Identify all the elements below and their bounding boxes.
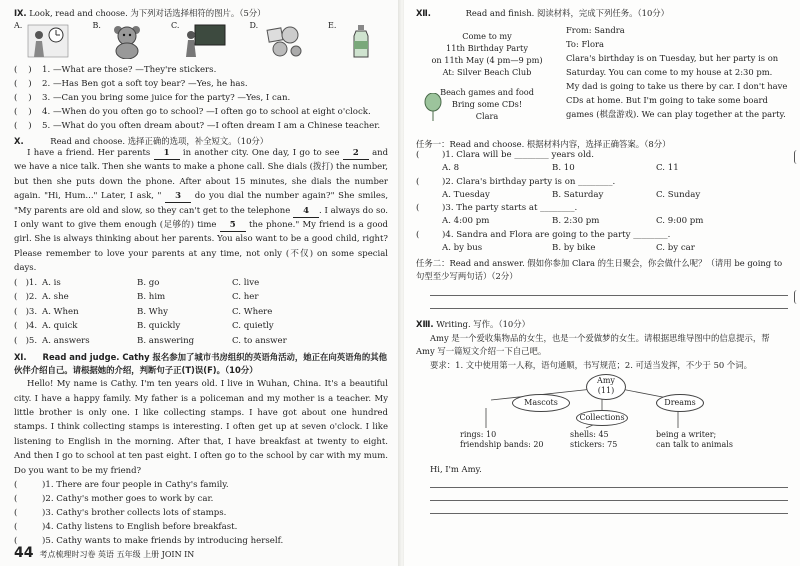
answer-blank[interactable]: ( — [14, 480, 26, 490]
options-row: A. by bus B. by bike C. by car — [442, 242, 695, 253]
answer-blank[interactable]: ( ) — [14, 92, 32, 103]
answer-blank[interactable]: ( — [416, 150, 428, 160]
party-invitation — [416, 23, 788, 131]
picture-options — [14, 21, 388, 61]
answer-blank[interactable]: ( — [14, 508, 26, 518]
answer-line[interactable] — [430, 296, 788, 309]
section-10-options — [14, 276, 388, 349]
section-10-title: Ⅹ. Read and choose. 选择正确的选项，补全短文。（10分） — [14, 135, 269, 146]
section-9-items — [14, 63, 388, 133]
answer-blank[interactable]: ( )5. — [14, 335, 38, 346]
table-row: ( )4. A. quick B. quickly C. quietly — [14, 319, 388, 334]
answer-blank[interactable]: ( — [416, 176, 428, 187]
task-1-title: 任务一：Read and choose. 根据材料内容，选择正确答案。（8分） — [416, 138, 671, 149]
answer-blank[interactable]: ( — [14, 536, 26, 546]
section-11-items — [14, 478, 388, 548]
answer-blank[interactable]: ( — [416, 203, 428, 213]
teddy-bear-icon — [105, 23, 149, 59]
list-item: ( )2. Clara's birthday party is on ________. — [416, 176, 616, 187]
page-footer — [14, 545, 194, 563]
options-row: A. 8 B. 10 C. 11 — [442, 163, 679, 173]
section-11-title: Ⅺ. Read and judge. Cathy 报名参加了城市书房组织的英语角活动，她正在向英语角的其他伙伴介绍自己。请根据她的介绍，判断句子正(T)误(F)。（10分） — [14, 352, 387, 376]
invitation-card: Come to my 11th Birthday Party on 11th May (4 pm—9 pm) At: Silver Beach Club Beach games and food Bring some CDs! Clara — [416, 23, 558, 131]
blank-4: 4 — [293, 206, 319, 218]
answer-blank[interactable]: ( ) — [14, 64, 32, 75]
collections-details: shells: 45 stickers: 75 — [570, 430, 618, 449]
writing-start: Hi, I'm Amy. — [430, 464, 482, 474]
juice-bottle-icon — [340, 23, 384, 59]
writing-line[interactable] — [430, 501, 788, 514]
list-item: ( ) 4 . —When do you often go to school? —I often go to school at eight o'clock. — [14, 106, 371, 117]
writing-requirements: 要求：1. 文中使用第一人称，语句通顺，书写规范；2. 可适当发挥，不少于 50 个词。 — [430, 359, 753, 370]
mind-map-center: Amy (11) — [586, 374, 626, 400]
options-row: A. Tuesday B. Saturday C. Sunday — [442, 189, 701, 200]
list-item: ( ) 1 . —What are those? —They're stickers. — [14, 64, 217, 75]
footer-text: 考点梳理时习卷 英语 五年级 上册 JOIN IN — [39, 549, 195, 559]
table-row: ( )2. A. she B. him C. her — [14, 290, 388, 305]
answer-blank[interactable]: ( )3. — [14, 306, 38, 317]
writing-intro: Amy 是一个爱收集物品的女生，也是一个爱做梦的女生。请根据思维导图中的信息提示，帮 Amy 写一篇短文介绍一下自己吧。 — [416, 332, 770, 356]
teacher-blackboard-icon — [183, 23, 227, 59]
edge-mark — [794, 290, 800, 304]
mascots-details: rings: 10 friendship bands: 20 — [460, 430, 544, 449]
list-item: ( )1. There are four people in Cathy's family. — [14, 480, 229, 490]
section-11-passage: Hello! My name is Cathy. I'm ten years old. I live in Wuhan, China. It's a beautiful city. I have a happy family. My father is a policeman and my mother is a teacher. My little brother is only one. I like collecting stamps. I have got about one hundred stamps. I think collecting stamps is interesting. I often get up at seven o'clock. I like listening to English in the morning. After that, I have breakfast at twenty to eight. And then I go to school at ten past eight. I often go to the school by car with my mum. Do you want to be my friend? — [14, 379, 388, 476]
picture-d: D. — [250, 21, 310, 61]
list-item: ( )4. Sandra and Flora are going to the party ________. — [416, 229, 671, 240]
stickers-icon — [262, 23, 306, 59]
table-row: ( )5. A. answers B. answering C. to answer — [14, 334, 388, 349]
balloon-icon — [422, 93, 444, 121]
mind-map-node-mascots: Mascots — [512, 394, 570, 412]
answer-blank[interactable]: ( ) — [14, 120, 32, 131]
list-item: ( ) 5 . —What do you often dream about? —I often dream I am a Chinese teacher. — [14, 120, 381, 131]
list-item: ( )1. Clara will be ________ years old. — [416, 150, 594, 160]
list-item: ( ) 2 . —Has Ben got a soft toy bear? —Yes, he has. — [14, 78, 248, 89]
blank-5: 5 — [220, 220, 246, 232]
blank-2: 2 — [343, 148, 369, 160]
writing-line[interactable] — [430, 475, 788, 488]
right-page — [404, 0, 800, 566]
table-row: ( )1. A. is B. go C. live — [14, 276, 388, 291]
answer-blank[interactable]: ( )2. — [14, 292, 38, 303]
answer-blank[interactable]: ( — [416, 229, 428, 240]
options-row: A. 4:00 pm B. 2:30 pm C. 9:00 pm — [442, 216, 704, 226]
answer-blank[interactable]: ( — [14, 494, 26, 504]
girl-clock-icon — [26, 23, 70, 59]
list-item: ( )5. Cathy wants to make friends by introducing herself. — [14, 536, 284, 546]
task-2-title: 任务二：Read and answer. 假如你参加 Clara 的生日聚会，你会做什么呢？（请用 be going to 句型至少写两句话）（2分） — [416, 258, 783, 281]
answer-blank[interactable]: ( ) — [14, 106, 32, 117]
section-13-title: ⅩⅢ. Writing. 写作。（10分） — [416, 319, 530, 329]
task-1-questions — [416, 149, 788, 255]
answer-blank[interactable]: ( ) — [14, 78, 32, 89]
answer-blank[interactable]: ( )4. — [14, 321, 38, 332]
picture-b: B. — [93, 21, 153, 61]
mind-map-node-dreams: Dreams — [656, 394, 704, 412]
writing-line[interactable] — [430, 488, 788, 501]
blank-1: 1 — [154, 148, 180, 160]
answer-blank[interactable]: ( )1. — [14, 277, 38, 288]
mind-map-node-collections: Collections — [576, 410, 628, 426]
mind-map — [416, 374, 788, 460]
list-item: ( )3. Cathy's brother collects lots of stamps. — [14, 508, 227, 518]
dreams-details: being a writer; can talk to animals — [656, 430, 733, 449]
answer-blank[interactable]: ( — [14, 522, 26, 532]
list-item: ( )4. Cathy listens to English before breakfast. — [14, 522, 238, 532]
picture-e: E. — [328, 21, 388, 61]
list-item: ( ) 3 . —Can you bring some juice for the party? —Yes, I can. — [14, 92, 291, 103]
blank-3: 3 — [165, 191, 191, 203]
section-9-title: Ⅸ. Look, read and choose. 为下列对话选择相符的图片。（5分） — [14, 8, 266, 18]
letter: From: Sandra To: Flora Clara's birthday is on Tuesday, but her party is on Saturday. You can come to my house at 2:30 pm. My dad is going to take us there by car. I don't have CDs at home. But I'm going to take some board games (棋盘游戏). We can play together at the party. — [566, 24, 788, 119]
list-item: ( )3. The party starts at ________. — [416, 203, 578, 213]
page-number: 44 — [14, 544, 34, 561]
picture-a: A. — [14, 21, 74, 61]
section-10-passage: I have a friend. Her parents 1 in another city. One day, I go to see 2 and we have a nice talk. Then she wants to make a phone call. She dials (拨打) the number, but then she puts down the phone. After about 15 minutes, she dials the number again. "Hi, Hum..." Later, I ask, " 3 do you dial the number again?" She smiles, "My parents are old and slow, so they can't get to the telephone 4 . I always do so. I only want to give them enough (足够的) time 5 the phone." My friend is a good girl. She is always thinking about her parents. You also want to be a good child, right? Please remember to love your parents at any time, not only (不仅) on some special days. — [14, 148, 389, 274]
picture-c: C. — [171, 21, 231, 61]
table-row: ( )3. A. When B. Why C. Where — [14, 305, 388, 320]
list-item: ( )2. Cathy's mother goes to work by car. — [14, 494, 214, 504]
section-12-title: Ⅻ. Read and finish. 阅读材料，完成下列任务。（10分） — [416, 8, 670, 18]
edge-mark — [794, 150, 800, 164]
answer-line[interactable] — [430, 283, 788, 296]
